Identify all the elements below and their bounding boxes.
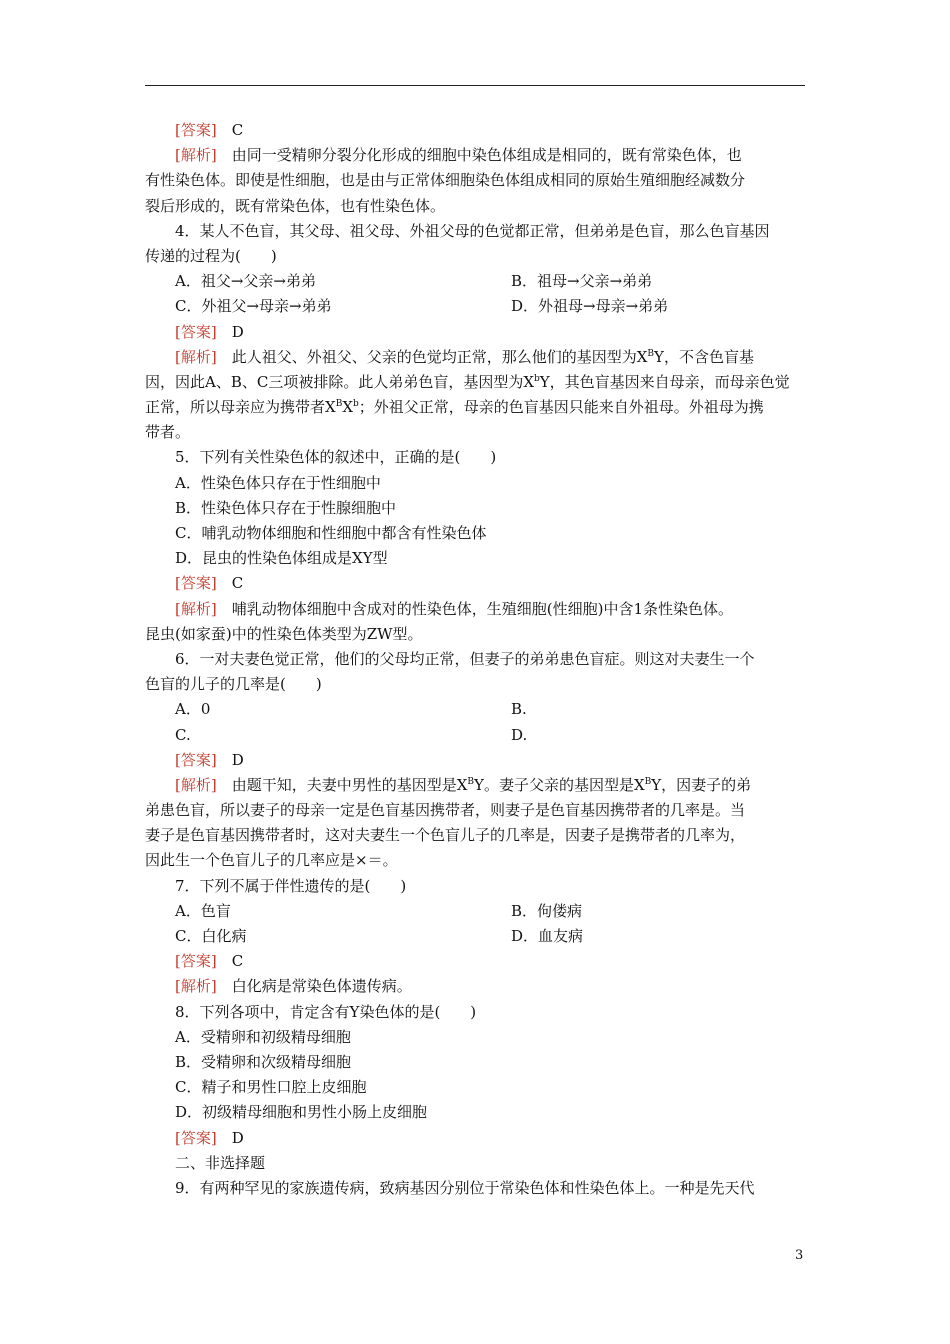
analysis-line: 昆虫(如家蚕)中的性染色体类型为ZW型。 bbox=[145, 624, 423, 643]
analysis-text: Y，因妻子的弟 bbox=[651, 775, 752, 794]
option-a: A．色盲 bbox=[175, 901, 231, 920]
analysis-line bbox=[145, 974, 807, 999]
answer-value: D bbox=[231, 322, 244, 341]
option-row bbox=[145, 697, 807, 722]
header-rule bbox=[145, 85, 805, 86]
option-a: A．祖父→父亲→弟弟 bbox=[175, 272, 316, 291]
question-stem: 4．某人不色盲，其父母、祖父母、外祖父母的色觉都正常，但弟弟是色盲，那么色盲基因 bbox=[175, 221, 770, 240]
option-d: D．昆虫的性染色体组成是XY型 bbox=[175, 549, 388, 568]
option-b: B．受精卵和次级精母细胞 bbox=[175, 1052, 352, 1071]
page-number: 3 bbox=[795, 1248, 804, 1263]
option-row bbox=[145, 723, 807, 748]
option-d: D. bbox=[511, 725, 528, 744]
analysis-line bbox=[145, 143, 807, 168]
answer-tag: [答案] bbox=[175, 952, 217, 971]
analysis-line bbox=[145, 597, 807, 622]
answer-line bbox=[145, 118, 807, 143]
answer-value: C bbox=[231, 121, 244, 139]
option-c: C．哺乳动物体细胞和性细胞中都含有性染色体 bbox=[175, 524, 487, 542]
answer-tag: [答案] bbox=[175, 574, 217, 593]
option-a: A．0 bbox=[175, 700, 211, 719]
analysis-text: Y，不含色盲基 bbox=[654, 347, 754, 366]
option-b: B. bbox=[511, 700, 527, 719]
answer-line bbox=[145, 1126, 807, 1151]
analysis-text: 正常，所以母亲应为携带者X bbox=[145, 398, 336, 417]
analysis-tag: [解析] bbox=[175, 347, 217, 366]
superscript: B bbox=[335, 399, 343, 410]
analysis-text: Y。妻子父亲的基因型是X bbox=[474, 775, 645, 794]
option-a: A．受精卵和初级精母细胞 bbox=[175, 1027, 351, 1046]
superscript: b bbox=[353, 399, 359, 410]
analysis-line: 裂后形成的，既有常染色体，也有性染色体。 bbox=[145, 196, 446, 215]
analysis-tag: [解析] bbox=[175, 599, 217, 618]
analysis-line bbox=[145, 345, 807, 370]
document-body bbox=[145, 118, 807, 1201]
analysis-line bbox=[145, 773, 807, 798]
answer-line bbox=[145, 949, 807, 974]
question-stem: 7．下列不属于伴性遗传的是( ) bbox=[175, 876, 407, 895]
option-row bbox=[145, 269, 807, 294]
answer-tag: [答案] bbox=[175, 121, 217, 139]
superscript: B bbox=[647, 348, 655, 359]
answer-tag: [答案] bbox=[175, 322, 217, 341]
analysis-line: 因此生一个色盲儿子的几率应是×＝。 bbox=[145, 851, 398, 870]
question-stem: 8．下列各项中，肯定含有Y染色体的是( ) bbox=[175, 1002, 477, 1021]
question-stem: 传递的过程为( ) bbox=[145, 246, 277, 265]
option-c: C. bbox=[175, 725, 191, 744]
answer-value: D bbox=[231, 750, 244, 769]
analysis-text: 由同一受精卵分裂分化形成的细胞中染色体组成是相同的，既有常染色体，也 bbox=[231, 146, 742, 165]
analysis-text: 哺乳动物体细胞中含成对的性染色体，生殖细胞(性细胞)中含1条性染色体。 bbox=[231, 599, 733, 618]
option-c: C．精子和男性口腔上皮细胞 bbox=[175, 1078, 367, 1097]
option-row bbox=[145, 899, 807, 924]
answer-value: C bbox=[231, 574, 244, 593]
analysis-text: Y，其色盲基因来自母亲，而母亲色觉 bbox=[539, 372, 790, 391]
option-b: B．祖母→父亲→弟弟 bbox=[511, 272, 653, 291]
analysis-tag: [解析] bbox=[175, 146, 217, 165]
answer-line bbox=[145, 748, 807, 773]
superscript: b bbox=[534, 373, 540, 384]
option-a: A．性染色体只存在于性细胞中 bbox=[175, 473, 381, 492]
analysis-tag: [解析] bbox=[175, 775, 217, 794]
analysis-line bbox=[145, 395, 807, 420]
option-row bbox=[145, 294, 807, 319]
option-row bbox=[145, 924, 807, 949]
analysis-line bbox=[145, 370, 807, 395]
superscript: B bbox=[644, 776, 652, 787]
option-c: C．白化病 bbox=[175, 927, 247, 945]
answer-tag: [答案] bbox=[175, 750, 217, 769]
analysis-line: 有性染色体。即使是性细胞，也是由与正常体细胞染色体组成相同的原始生殖细胞经减数分 bbox=[145, 171, 746, 190]
option-d: D．初级精母细胞和男性小肠上皮细胞 bbox=[175, 1103, 428, 1122]
answer-value: C bbox=[231, 952, 244, 971]
analysis-text: X bbox=[342, 398, 353, 417]
analysis-line: 弟患色盲，所以妻子的母亲一定是色盲基因携带者，则妻子是色盲基因携带者的几率是。当 bbox=[145, 801, 746, 820]
analysis-line: 带者。 bbox=[145, 423, 191, 442]
superscript: B bbox=[467, 776, 475, 787]
question-stem: 色盲的儿子的几率是( ) bbox=[145, 675, 322, 694]
answer-tag: [答案] bbox=[175, 1128, 217, 1147]
analysis-text: ；外祖父正常，母亲的色盲基因只能来自外祖母。外祖母为携 bbox=[358, 398, 764, 417]
analysis-text: 白化病是常染色体遗传病。 bbox=[231, 977, 412, 996]
section-title: 二、非选择题 bbox=[175, 1153, 266, 1172]
question-stem: 6．一对夫妻色觉正常，他们的父母均正常，但妻子的弟弟患色盲症。则这对夫妻生一个 bbox=[175, 649, 755, 668]
option-b: B．佝偻病 bbox=[511, 901, 583, 920]
analysis-tag: [解析] bbox=[175, 977, 217, 996]
analysis-text: 由题干知，夫妻中男性的基因型是X bbox=[231, 775, 468, 794]
option-b: B．性染色体只存在于性腺细胞中 bbox=[175, 498, 397, 517]
answer-line bbox=[145, 320, 807, 345]
question-stem: 9．有两种罕见的家族遗传病，致病基因分别位于常染色体和性染色体上。一种是先天代 bbox=[175, 1178, 755, 1197]
question-stem: 5．下列有关性染色体的叙述中，正确的是( ) bbox=[175, 448, 497, 467]
option-c: C．外祖父→母亲→弟弟 bbox=[175, 297, 332, 316]
analysis-line: 妻子是色盲基因携带者时，这对夫妻生一个色盲儿子的几率是，因妻子是携带者的几率为， bbox=[145, 826, 746, 845]
answer-value: D bbox=[231, 1128, 244, 1147]
option-d: D．外祖母→母亲→弟弟 bbox=[511, 297, 669, 316]
analysis-text: 此人祖父、外祖父、父亲的色觉均正常，那么他们的基因型为X bbox=[231, 347, 648, 366]
answer-line bbox=[145, 571, 807, 596]
option-d: D．血友病 bbox=[511, 927, 584, 945]
analysis-text: 因，因此A、B、C三项被排除。此人弟弟色盲，基因型为X bbox=[145, 372, 535, 391]
